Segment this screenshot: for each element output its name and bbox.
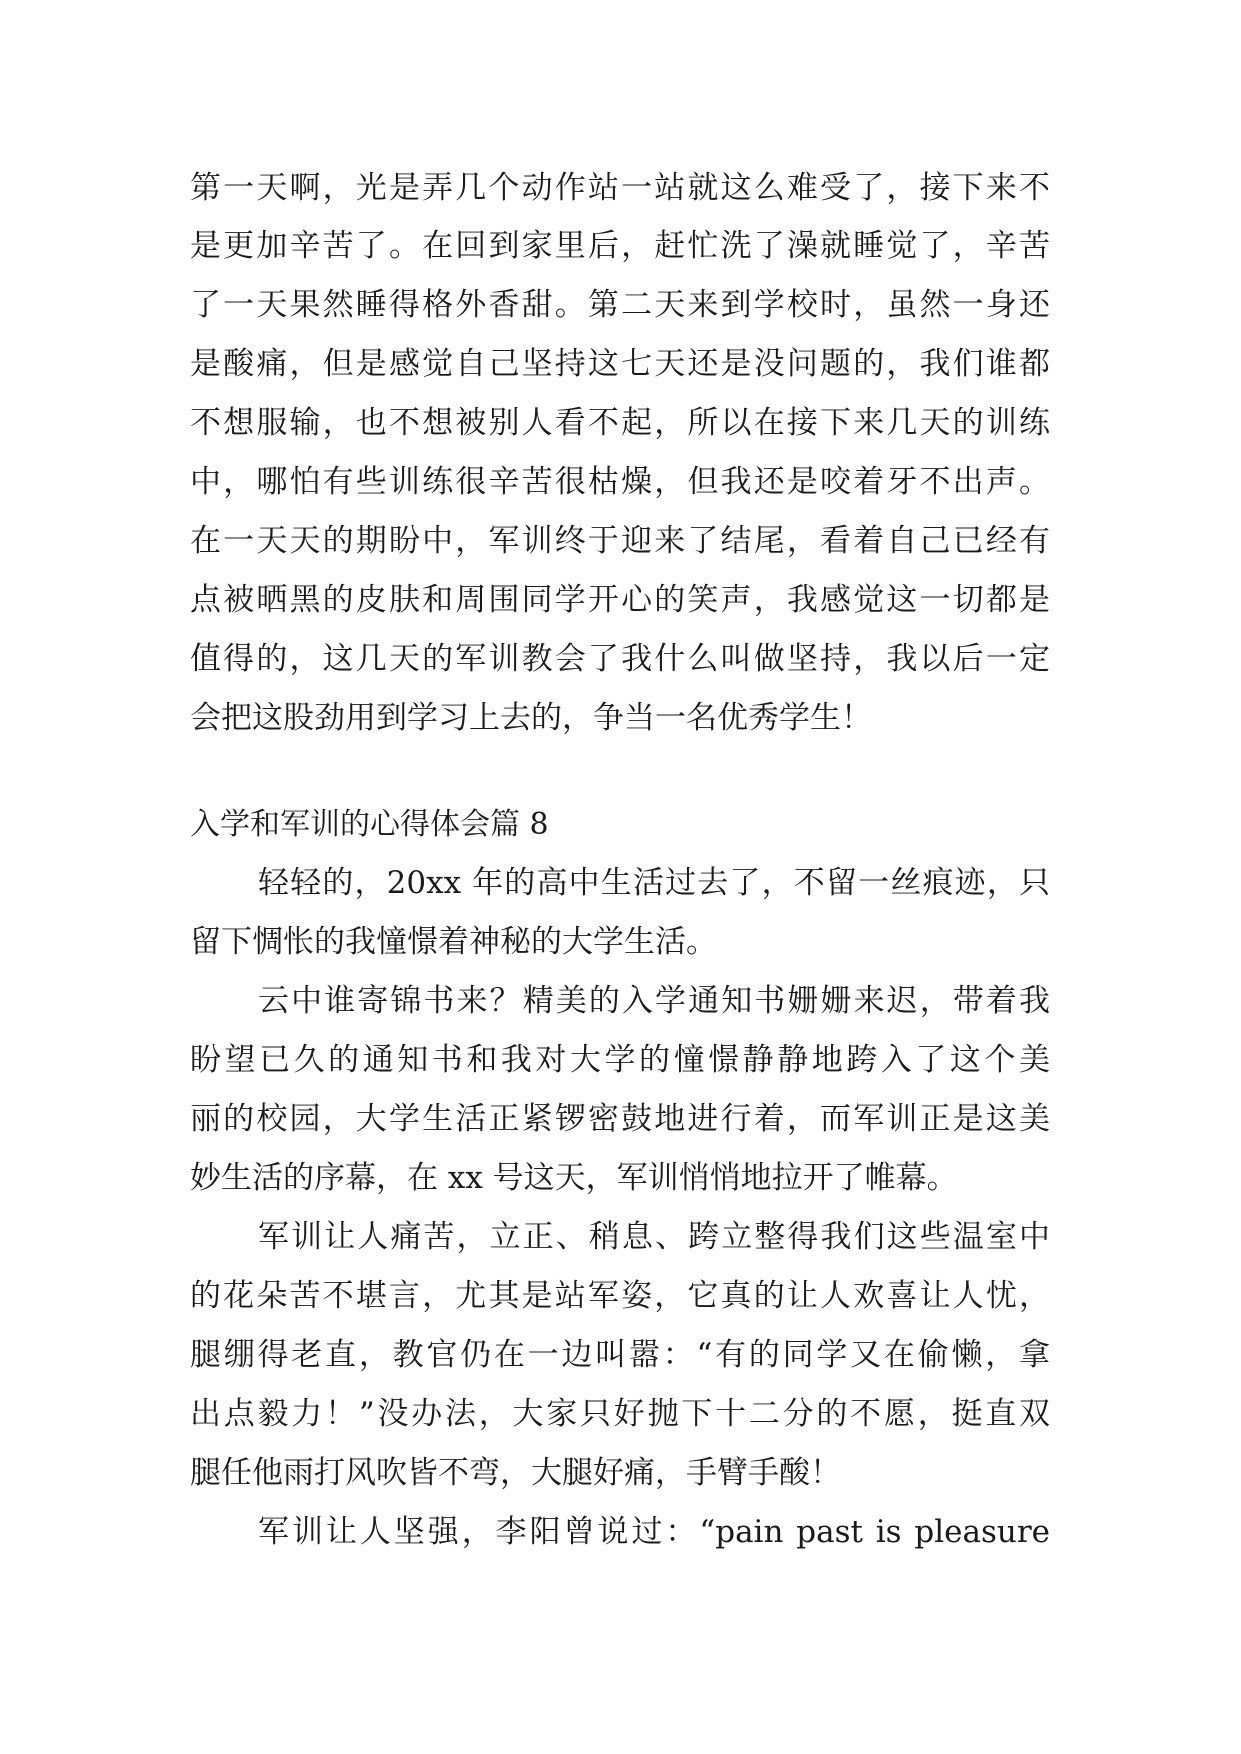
text-line: 留下惆怅的我憧憬着神秘的大学生活。 (190, 924, 717, 960)
text-line: 的花朵苦不堪言，尤其是站军姿，它真的让人欢喜让人忧， (190, 1278, 1050, 1314)
text-line: 中，哪怕有些训练很辛苦很枯燥，但我还是咬着牙不出声。 (190, 464, 1050, 500)
text-line: 不想服输，也不想被别人看不起，所以在接下来几天的训练 (190, 405, 1050, 441)
text-line: 云中谁寄锦书来？精美的入学通知书姗姗来迟，带着我 (258, 983, 1050, 1019)
text-line: 第一天啊，光是弄几个动作站一站就这么难受了，接下来不 (190, 170, 1050, 206)
text-line: 在一天天的期盼中，军训终于迎来了结尾，看着自己已经有 (190, 523, 1050, 559)
text-line: 轻轻的，20xx 年的高中生活过去了，不留一丝痕迹，只 (258, 865, 1050, 901)
text-line: 会把这股劲用到学习上去的，争当一名优秀学生！ (190, 700, 872, 736)
text-line: 是酸痛，但是感觉自己坚持这七天还是没问题的，我们谁都 (190, 346, 1050, 382)
text-line: 腿绷得老直，教官仍在一边叫嚣：“有的同学又在偷懒，拿 (190, 1337, 1050, 1373)
text-line: 军训让人坚强，李阳曾说过：“pain past is pleasure (258, 1514, 1050, 1550)
text-line: 了一天果然睡得格外香甜。第二天来到学校时，虽然一身还 (190, 287, 1050, 323)
section-heading: 入学和军训的心得体会篇 8 (190, 807, 549, 842)
text-line: 点被晒黑的皮肤和周围同学开心的笑声，我感觉这一切都是 (190, 582, 1050, 618)
text-line: 腿任他雨打风吹皆不弯，大腿好痛，手臂手酸！ (190, 1455, 841, 1491)
text-line: 军训让人痛苦，立正、稍息、跨立整得我们这些温室中 (258, 1219, 1050, 1255)
text-line: 是更加辛苦了。在回到家里后，赶忙洗了澡就睡觉了，辛苦 (190, 228, 1050, 264)
text-line: 丽的校园，大学生活正紧锣密鼓地进行着，而军训正是这美 (190, 1101, 1050, 1137)
text-line: 出点毅力！”没办法，大家只好抛下十二分的不愿，挺直双 (190, 1396, 1050, 1432)
text-line: 盼望已久的通知书和我对大学的憧憬静静地跨入了这个美 (190, 1042, 1050, 1078)
text-line: 妙生活的序幕，在 xx 号这天，军训悄悄地拉开了帷幕。 (190, 1160, 958, 1196)
text-line: 值得的，这几天的军训教会了我什么叫做坚持，我以后一定 (190, 641, 1050, 677)
